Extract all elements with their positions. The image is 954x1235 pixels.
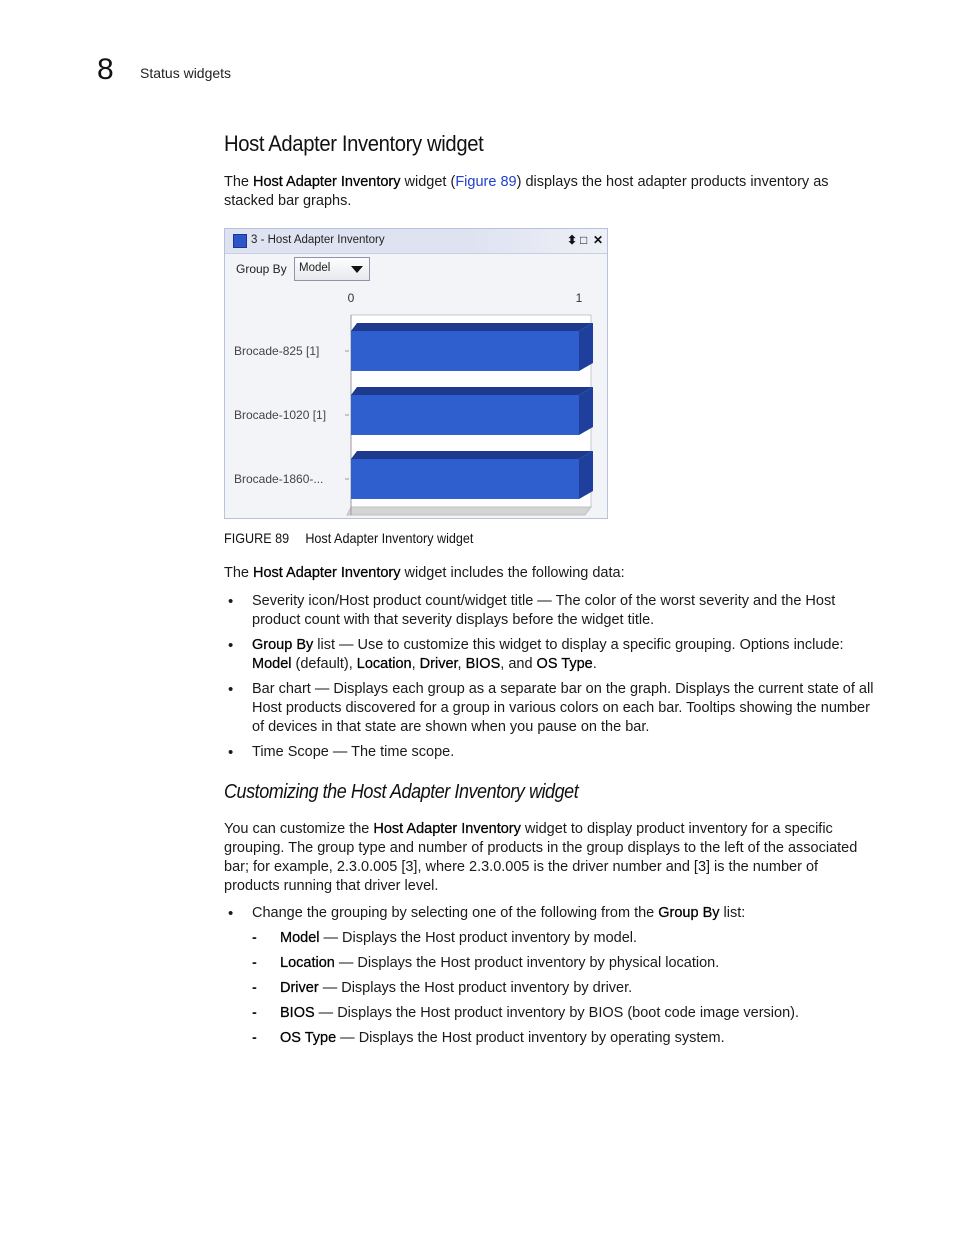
list-item: - OS Type — Displays the Host product inventory by operating system. [224, 1029, 874, 1054]
list-item: • Group By list — Use to customize this widget to display a specific grouping. Options include: Model (default), Location, Driver, BIOS, and OS Type. [224, 636, 874, 674]
bar [351, 459, 579, 499]
chapter-title: Status widgets [140, 65, 232, 81]
bar [351, 395, 579, 435]
widget-title: 3 - Host Adapter Inventory [251, 234, 385, 246]
chevron-down-icon [351, 266, 363, 273]
includes-paragraph: The Host Adapter Inventory widget includes the following data: [224, 565, 625, 581]
list-item: • Time Scope — The time scope. [224, 743, 874, 762]
inventory-bar-chart [225, 286, 607, 518]
list-item: • Bar chart — Displays each group as a separate bar on the graph. Displays the current state of all Host products discovered for a group in various colors on each bar. Tooltips showing the number of devices in that state are shown when you pause on the bar. [224, 680, 874, 737]
chapter-number: 8 [97, 53, 114, 86]
intro-paragraph: The Host Adapter Inventory widget (Figure 89) displays the host adapter products inventory as stacked bar graphs. [224, 174, 829, 209]
bar-side-face [579, 387, 593, 435]
list-item: • Change the grouping by selecting one of the following from the Group By list: [224, 904, 874, 923]
group-by-label: Group By [236, 262, 287, 276]
subsection-title: Customizing the Host Adapter Inventory widget [224, 781, 579, 803]
bar-top-face [351, 451, 593, 459]
list-item: - Driver — Displays the Host product inventory by driver. [224, 979, 874, 1004]
severity-icon [233, 234, 247, 248]
x-tick-label: 1 [575, 291, 583, 305]
data-bullet-list [224, 592, 874, 762]
list-item: - Model — Displays the Host product inventory by model. [224, 929, 874, 954]
category-label: Brocade-1020 [1] [234, 408, 327, 422]
grouping-options-list [224, 929, 874, 1054]
list-item: • Severity icon/Host product count/widget title — The color of the worst severity and the Host product count with that severity displays before the widget title. [224, 592, 874, 630]
maximize-icon[interactable]: □ [580, 233, 588, 247]
grouping-bullet-list [224, 904, 874, 923]
category-label: Brocade-1860-... [234, 472, 324, 486]
widget-title-bar [225, 229, 607, 254]
list-item: - BIOS — Displays the Host product inventory by BIOS (boot code image version). [224, 1004, 874, 1029]
figure-caption: FIGURE 89 Host Adapter Inventory widget [224, 530, 474, 546]
figure-link[interactable]: Figure 89 [455, 174, 517, 190]
list-item: - Location — Displays the Host product inventory by physical location. [224, 954, 874, 979]
bar-side-face [579, 451, 593, 499]
category-label: Brocade-825 [1] [234, 344, 320, 358]
close-icon[interactable]: ✕ [593, 233, 604, 247]
bar [351, 331, 579, 371]
bar-top-face [351, 323, 593, 331]
customizing-paragraph: You can customize the Host Adapter Inventory widget to display product inventory for a specific grouping. The group type and number of products in the group displays to the left of the associated bar; for example, 2.3.0.005 [3], where 2.3.0.005 is the driver number and [3] is the number of products running that driver level. [224, 821, 858, 894]
host-adapter-inventory-widget [224, 228, 608, 519]
bar-side-face [579, 323, 593, 371]
plot-floor [347, 507, 591, 515]
x-tick-label: 0 [347, 291, 355, 305]
section-title: Host Adapter Inventory widget [224, 131, 484, 156]
group-by-value: Model [299, 262, 331, 274]
collapse-icon[interactable]: ⬍ [567, 233, 578, 247]
bar-top-face [351, 387, 593, 395]
group-by-select[interactable] [294, 257, 370, 281]
